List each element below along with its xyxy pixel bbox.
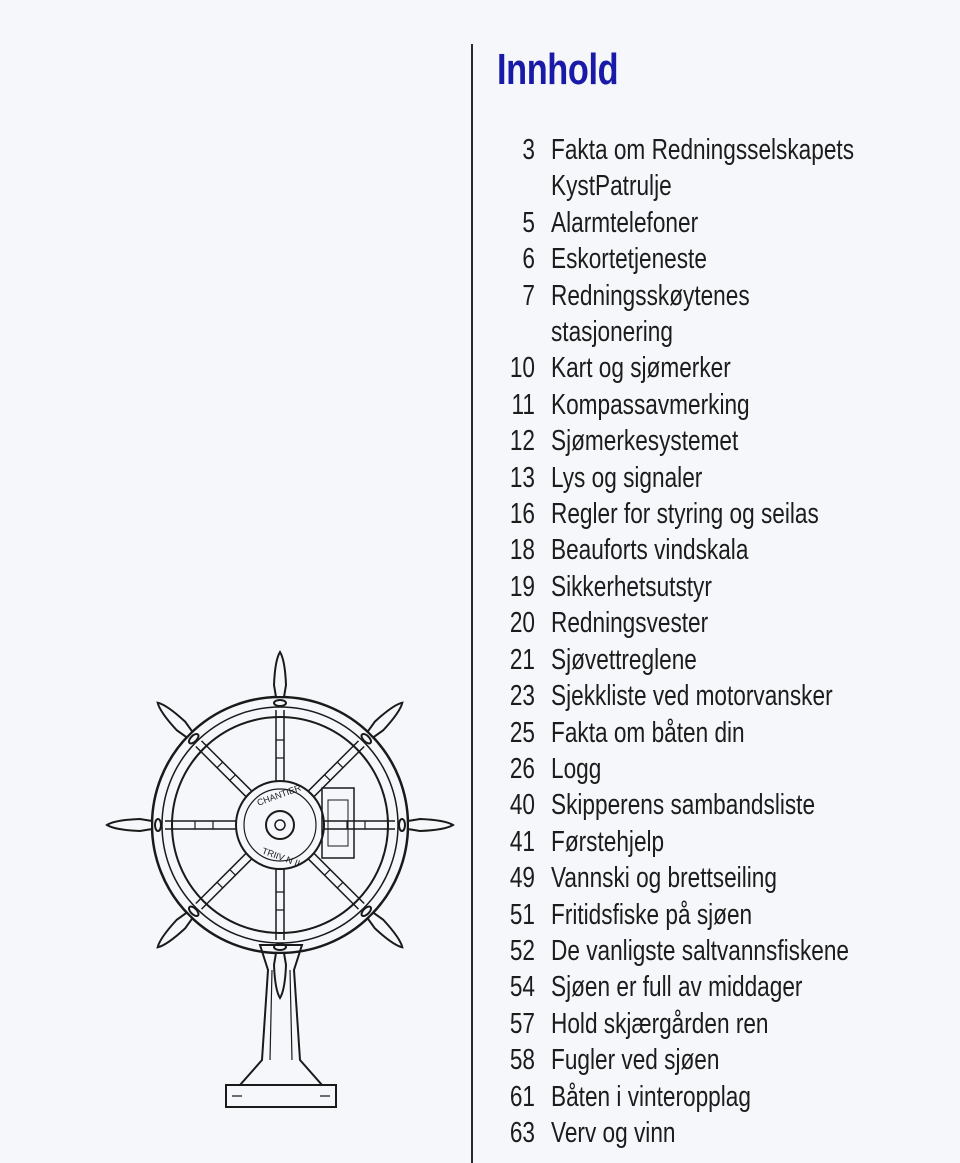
- hub-text-top: CHANTIER: [255, 782, 303, 808]
- toc-page-number: 6: [522, 243, 535, 276]
- toc-entry: [495, 387, 951, 423]
- toc-page-number: 49: [509, 862, 535, 895]
- toc-page-number: 40: [509, 789, 535, 822]
- toc-title: Sjømerkesystemet: [551, 425, 739, 458]
- toc-page-number: 41: [509, 825, 535, 858]
- toc-title: Sjøen er full av middager: [551, 971, 803, 1004]
- toc-entry: [495, 1042, 951, 1078]
- toc-title: De vanligste saltvannsfiskene: [551, 934, 849, 967]
- toc-page-number: 12: [509, 425, 535, 458]
- toc-page-number: 16: [509, 498, 535, 531]
- toc-entry: [495, 1006, 951, 1042]
- toc-entry: [495, 423, 951, 459]
- toc-page-number: 51: [509, 898, 535, 931]
- toc-page-number: 10: [509, 352, 535, 385]
- toc-entry: [495, 532, 951, 568]
- column-divider: [471, 44, 473, 1163]
- toc-page-number: 13: [509, 461, 535, 494]
- toc-title: Sjekkliste ved motorvansker: [551, 680, 833, 713]
- toc-title: Logg: [551, 752, 602, 785]
- toc-page-number: 7: [522, 279, 535, 312]
- toc-entry: [495, 132, 951, 205]
- toc-title: Fakta om båten din: [551, 716, 745, 749]
- hub-text-bottom: TRIIV N II: [260, 845, 302, 869]
- toc-title: Sikkerhetsutstyr: [551, 570, 712, 603]
- toc-title: Kart og sjømerker: [551, 352, 731, 385]
- toc-title: Kompassavmerking: [551, 388, 750, 421]
- toc-page-number: 57: [509, 1007, 535, 1040]
- toc-entry: [495, 205, 951, 241]
- toc-page-number: 26: [509, 752, 535, 785]
- toc-title: Vannski og brettseiling: [551, 862, 777, 895]
- toc-entry: [495, 496, 951, 532]
- toc-title: Båten i vinteropplag: [551, 1080, 751, 1113]
- toc-title: Alarmtelefoner: [551, 206, 699, 239]
- toc-page-number: 19: [509, 570, 535, 603]
- toc-entry: [495, 569, 951, 605]
- toc-title: Redningsskøytenes stasjonering: [551, 279, 750, 349]
- toc-entry: [495, 460, 951, 496]
- toc-page-number: 23: [509, 680, 535, 713]
- toc-page-number: 61: [509, 1080, 535, 1113]
- toc-title: Sjøvettreglene: [551, 643, 697, 676]
- toc-entry: [495, 605, 951, 641]
- toc-entry: [495, 715, 951, 751]
- toc-page-number: 58: [509, 1044, 535, 1077]
- toc-page-number: 21: [509, 643, 535, 676]
- toc-title: Lys og signaler: [551, 461, 703, 494]
- toc-title: Eskortetjeneste: [551, 243, 707, 276]
- toc-page-number: 54: [509, 971, 535, 1004]
- toc-title: Fritidsfiske på sjøen: [551, 898, 753, 931]
- toc-entry: [495, 787, 951, 823]
- toc-title: Redningsvester: [551, 607, 709, 640]
- toc-page-number: 25: [509, 716, 535, 749]
- toc-page-number: 52: [509, 934, 535, 967]
- toc-page-number: 63: [509, 1116, 535, 1149]
- toc-entry: [495, 969, 951, 1005]
- toc-entry: [495, 350, 951, 386]
- toc-page-number: 18: [509, 534, 535, 567]
- toc-entry: [495, 860, 951, 896]
- ship-wheel-icon: [100, 640, 460, 1120]
- toc-entry: [495, 933, 951, 969]
- toc-entry: [495, 278, 951, 351]
- toc-page-number: 5: [522, 206, 535, 239]
- toc-title: Verv og vinn: [551, 1116, 676, 1149]
- toc-entry: [495, 678, 951, 714]
- toc-entry: [495, 241, 951, 277]
- toc-title: Fakta om Redningsselskapets KystPatrulje: [551, 134, 855, 203]
- toc-entry: [495, 1079, 951, 1115]
- toc-entry: [495, 897, 951, 933]
- toc-page-number: 20: [509, 607, 535, 640]
- toc-title: Beauforts vindskala: [551, 534, 749, 567]
- toc-title: Regler for styring og seilas: [551, 498, 819, 531]
- page-title: Innhold: [497, 45, 619, 94]
- toc-entry: [495, 642, 951, 678]
- toc-title: Fugler ved sjøen: [551, 1044, 720, 1077]
- toc-entry: [495, 751, 951, 787]
- toc-title: Førstehjelp: [551, 825, 665, 858]
- toc-page-number: 11: [511, 388, 535, 421]
- toc-entry: [495, 824, 951, 860]
- toc-entry: [495, 1115, 951, 1151]
- toc-page-number: 3: [522, 134, 535, 166]
- table-of-contents: [495, 132, 951, 1151]
- toc-title: Hold skjærgården ren: [551, 1007, 769, 1040]
- toc-title: Skipperens sambandsliste: [551, 789, 816, 822]
